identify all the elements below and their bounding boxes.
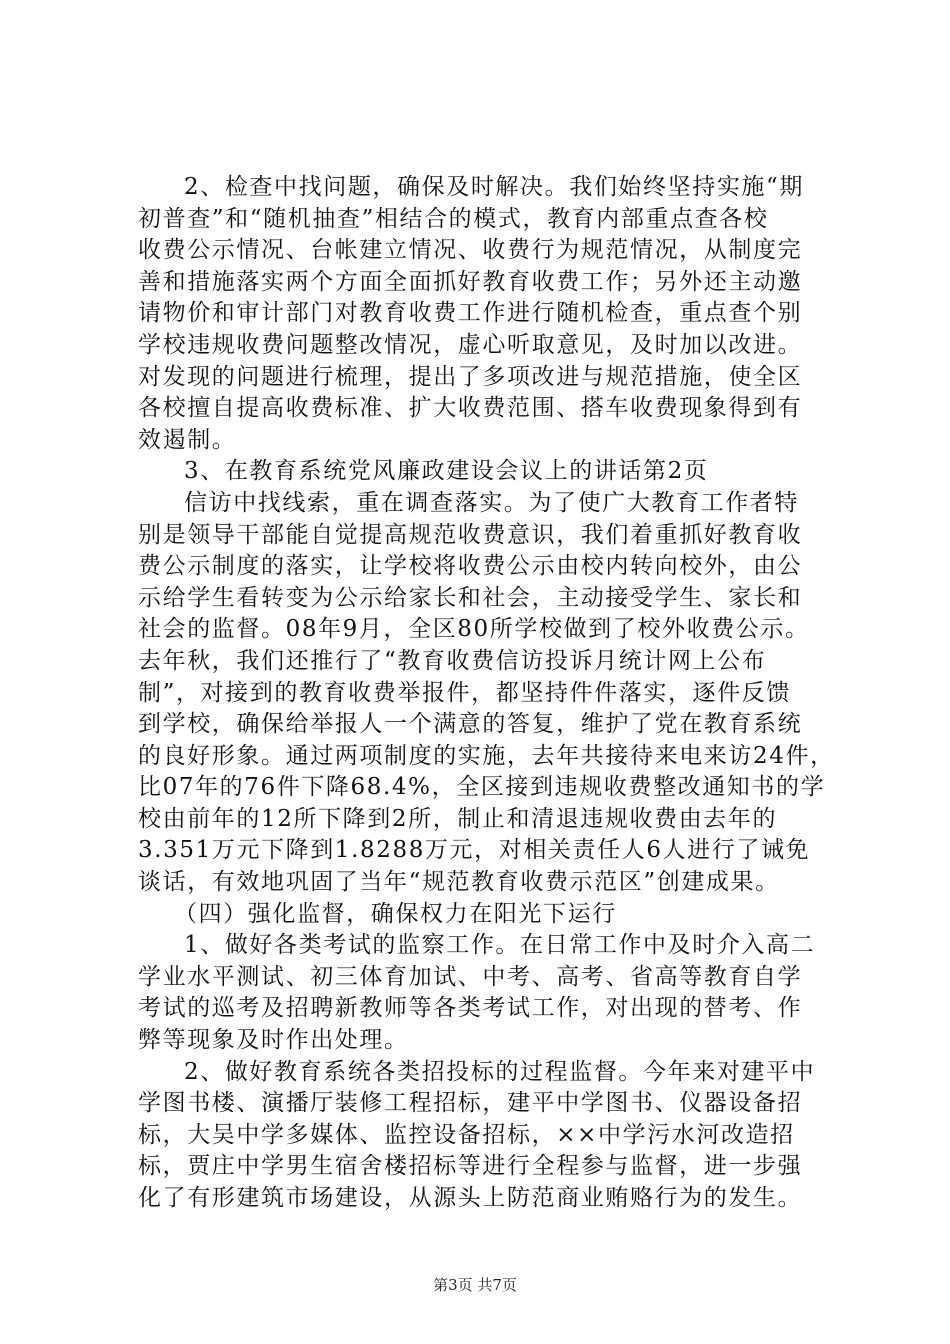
paragraph-line: 3.351万元下降到1.8288万元，对相关责任人6人进行了诫免 [138,837,811,864]
paragraph-line: 社会的监督。08年9月，全区80所学校做到了校外收费公示。 [138,616,810,643]
paragraph-line: 别是领导干部能自觉提高规范收费意识，我们着重抓好教育收 [138,521,803,548]
section-heading: 3、在教育系统党风廉政建设会议上的讲话第2页 [184,458,709,485]
paragraph-line: 效遏制。 [138,426,237,453]
paragraph-line: 初普查”和“随机抽查”相结合的模式，教育内部重点查各校 [138,205,769,232]
paragraph-line: 制”，对接到的教育收费举报件，都坚持件件落实，逐件反馈 [138,679,791,706]
paragraph-line: 弊等现象及时作出处理。 [138,1027,409,1054]
paragraph-line: 各校擅自提高收费标准、扩大收费范围、搭车收费现象得到有 [138,395,803,422]
paragraph-line: 标，贾庄中学男生宿舍楼招标等进行全程参与监督，进一步强 [138,1153,803,1180]
paragraph-line: 去年秋，我们还推行了“教育收费信访投诉月统计网上公布 [138,647,767,674]
paragraph-line: 校由前年的12所下降到2所，制止和清退违规收费由去年的 [138,805,778,832]
paragraph-line: 考试的巡考及招聘新教师等各类考试工作，对出现的替考、作 [138,995,803,1022]
page-footer [0,1275,950,1295]
document-body [138,172,835,1215]
paragraph-line: 学图书楼、演播厅装修工程招标，建平中学图书、仪器设备招 [138,1090,803,1117]
paragraph-line: 2、做好教育系统各类招投标的过程监督。今年来对建平中 [184,1058,816,1085]
paragraph-line: 标，大吴中学多媒体、监控设备招标，××中学污水河改造招 [138,1121,795,1148]
paragraph-line: 学校违规收费问题整改情况，虚心听取意见，及时加以改进。 [138,331,803,358]
page-number: 第3页 共7页 [433,1276,517,1294]
paragraph-line: 对发现的问题进行梳理，提出了多项改进与规范措施，使全区 [138,363,803,390]
paragraph-line: 善和措施落实两个方面全面抓好教育收费工作；另外还主动邀 [138,268,803,295]
section-heading: （四）强化监督，确保权力在阳光下运行 [174,900,617,927]
paragraph-line: 到学校，确保给举报人一个满意的答复，维护了党在教育系统 [138,711,803,738]
paragraph-line: 比07年的76件下降68.4%，全区接到违规收费整改通知书的学 [138,774,826,801]
paragraph-line: 1、做好各类考试的监察工作。在日常工作中及时介入高二 [184,932,816,959]
paragraph-line: 化了有形建筑市场建设，从源头上防范商业贿赂行为的发生。 [138,1185,803,1211]
paragraph-line: 示给学生看转变为公示给家长和社会，主动接受学生、家长和 [138,584,803,611]
paragraph-line: 收费公示情况、台帐建立情况、收费行为规范情况，从制度完 [138,237,803,264]
paragraph-line: 2、检查中找问题，确保及时解决。我们始终坚持实施“期 [184,174,804,200]
paragraph-line: 请物价和审计部门对教育收费工作进行随机检查，重点查个别 [138,300,803,327]
paragraph-line: 学业水平测试、初三体育加试、中考、高考、省高等教育自学 [138,963,803,990]
paragraph-line: 的良好形象。通过两项制度的实施，去年共接待来电来访24件， [138,742,835,769]
paragraph-line: 谈话，有效地巩固了当年“规范教育收费示范区”创建成果。 [138,869,780,896]
paragraph-line: 信访中找线索，重在调查落实。为了使广大教育工作者特 [184,489,799,516]
paragraph-line: 费公示制度的落实，让学校将收费公示由校内转向校外，由公 [138,553,803,580]
